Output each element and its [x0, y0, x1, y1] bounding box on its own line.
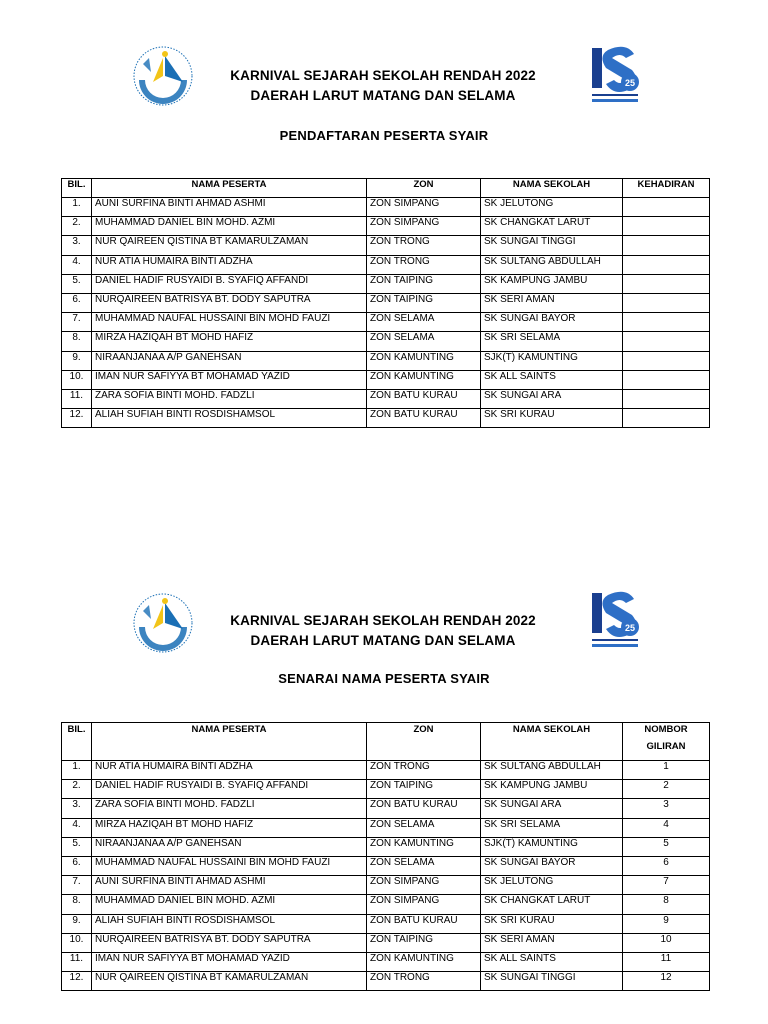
- cell-nama-sekolah: SK JELUTONG: [481, 876, 623, 895]
- event-title: [200, 66, 566, 106]
- title-line-1: KARNIVAL SEJARAH SEKOLAH RENDAH 2022: [230, 68, 536, 83]
- cell-nombor-giliran: 9: [623, 914, 710, 933]
- table-row: [62, 895, 710, 914]
- table-row: [62, 409, 710, 428]
- cell-nama-sekolah: SK CHANGKAT LARUT: [481, 895, 623, 914]
- participant-order-table: [61, 722, 710, 991]
- cell-nama-peserta: IMAN NUR SAFIYYA BT MOHAMAD YAZID: [92, 952, 367, 971]
- svg-text:25: 25: [624, 623, 636, 633]
- cell-nombor-giliran: 4: [623, 818, 710, 837]
- cell-kehadiran: [623, 332, 710, 351]
- svg-text:25: 25: [624, 78, 636, 88]
- cell-nama-peserta: NURQAIREEN BATRISYA BT. DODY SAPUTRA: [92, 293, 367, 312]
- cell-nombor-giliran: 6: [623, 856, 710, 875]
- cell-nama-sekolah: SK SULTANG ABDULLAH: [481, 761, 623, 780]
- cell-bil: 9.: [62, 351, 92, 370]
- cell-zon: ZON TAIPING: [367, 293, 481, 312]
- cell-zon: ZON TRONG: [367, 761, 481, 780]
- cell-zon: ZON SELAMA: [367, 856, 481, 875]
- cell-nama-peserta: NUR QAIREEN QISTINA BT KAMARULZAMAN: [92, 972, 367, 991]
- header-nama-sekolah: NAMA SEKOLAH: [481, 179, 623, 198]
- table-row: [62, 837, 710, 856]
- cell-zon: ZON SIMPANG: [367, 198, 481, 217]
- cell-kehadiran: [623, 198, 710, 217]
- section-subtitle: PENDAFTARAN PESERTA SYAIR: [279, 128, 489, 143]
- table-row: [62, 876, 710, 895]
- cell-nama-peserta: DANIEL HADIF RUSYAIDI B. SYAFIQ AFFANDI: [92, 274, 367, 293]
- cell-nama-sekolah: SK JELUTONG: [481, 198, 623, 217]
- header-bil: BIL.: [62, 723, 92, 761]
- header-nombor: NOMBOR: [644, 724, 688, 735]
- table-row: [62, 933, 710, 952]
- cell-zon: ZON SELAMA: [367, 332, 481, 351]
- cell-zon: ZON BATU KURAU: [367, 389, 481, 408]
- cell-zon: ZON BATU KURAU: [367, 409, 481, 428]
- cell-kehadiran: [623, 389, 710, 408]
- cell-zon: ZON KAMUNTING: [367, 351, 481, 370]
- cell-nama-peserta: MIRZA HAZIQAH BT MOHD HAFIZ: [92, 818, 367, 837]
- cell-bil: 4.: [62, 818, 92, 837]
- cell-nombor-giliran: 8: [623, 895, 710, 914]
- cell-bil: 12.: [62, 409, 92, 428]
- cell-kehadiran: [623, 409, 710, 428]
- header-giliran: GILIRAN: [646, 741, 686, 752]
- cell-nama-peserta: AUNI SURFINA BINTI AHMAD ASHMI: [92, 876, 367, 895]
- cell-bil: 6.: [62, 856, 92, 875]
- table-row: [62, 818, 710, 837]
- cell-zon: ZON SELAMA: [367, 818, 481, 837]
- cell-zon: ZON TAIPING: [367, 933, 481, 952]
- cell-zon: ZON TRONG: [367, 255, 481, 274]
- cell-nama-sekolah: SK SRI SELAMA: [481, 332, 623, 351]
- cell-bil: 11.: [62, 389, 92, 408]
- table-row: [62, 370, 710, 389]
- cell-kehadiran: [623, 236, 710, 255]
- cell-zon: ZON KAMUNTING: [367, 952, 481, 971]
- cell-nama-sekolah: SK KAMPUNG JAMBU: [481, 780, 623, 799]
- table-row: [62, 780, 710, 799]
- cell-nama-sekolah: SK SUNGAI ARA: [481, 799, 623, 818]
- cell-nombor-giliran: 11: [623, 952, 710, 971]
- cell-nombor-giliran: 2: [623, 780, 710, 799]
- cell-zon: ZON KAMUNTING: [367, 370, 481, 389]
- cell-nama-sekolah: SK SERI AMAN: [481, 933, 623, 952]
- cell-kehadiran: [623, 370, 710, 389]
- cell-zon: ZON TRONG: [367, 236, 481, 255]
- table-row: [62, 274, 710, 293]
- cell-nama-peserta: NUR ATIA HUMAIRA BINTI ADZHA: [92, 255, 367, 274]
- table-row: [62, 914, 710, 933]
- table-row: [62, 351, 710, 370]
- table-row: [62, 313, 710, 332]
- cell-bil: 2.: [62, 217, 92, 236]
- cell-nama-sekolah: SK ALL SAINTS: [481, 370, 623, 389]
- event-title: [200, 611, 566, 651]
- cell-bil: 10.: [62, 933, 92, 952]
- cell-kehadiran: [623, 351, 710, 370]
- table-row: [62, 217, 710, 236]
- cell-nama-peserta: NUR QAIREEN QISTINA BT KAMARULZAMAN: [92, 236, 367, 255]
- section-subtitle: SENARAI NAMA PESERTA SYAIR: [278, 671, 490, 686]
- cell-kehadiran: [623, 274, 710, 293]
- cell-bil: 5.: [62, 274, 92, 293]
- cell-nama-sekolah: SK KAMPUNG JAMBU: [481, 274, 623, 293]
- cell-kehadiran: [623, 313, 710, 332]
- table-row: [62, 761, 710, 780]
- cell-nama-peserta: MUHAMMAD NAUFAL HUSSAINI BIN MOHD FAUZI: [92, 856, 367, 875]
- cell-nama-sekolah: SK SUNGAI TINGGI: [481, 236, 623, 255]
- cell-bil: 7.: [62, 876, 92, 895]
- cell-nama-peserta: NIRAANJANAA A/P GANEHSAN: [92, 351, 367, 370]
- cell-bil: 12.: [62, 972, 92, 991]
- ppd-logo-icon: [131, 589, 195, 655]
- cell-nama-sekolah: SK SRI KURAU: [481, 914, 623, 933]
- cell-nama-peserta: ALIAH SUFIAH BINTI ROSDISHAMSOL: [92, 914, 367, 933]
- cell-kehadiran: [623, 293, 710, 312]
- cell-nama-peserta: ZARA SOFIA BINTI MOHD. FADZLI: [92, 389, 367, 408]
- header-nama-peserta: NAMA PESERTA: [92, 179, 367, 198]
- cell-nama-sekolah: SK SUNGAI BAYOR: [481, 313, 623, 332]
- cell-nama-peserta: ZARA SOFIA BINTI MOHD. FADZLI: [92, 799, 367, 818]
- cell-bil: 4.: [62, 255, 92, 274]
- header-nama-sekolah: NAMA SEKOLAH: [481, 723, 623, 761]
- table-row: [62, 389, 710, 408]
- cell-bil: 11.: [62, 952, 92, 971]
- cell-zon: ZON SIMPANG: [367, 895, 481, 914]
- table-row: [62, 856, 710, 875]
- table-row: [62, 255, 710, 274]
- cell-nombor-giliran: 5: [623, 837, 710, 856]
- cell-nama-sekolah: SK CHANGKAT LARUT: [481, 217, 623, 236]
- table-row: [62, 293, 710, 312]
- cell-nama-sekolah: SK SUNGAI TINGGI: [481, 972, 623, 991]
- cell-nama-peserta: MUHAMMAD DANIEL BIN MOHD. AZMI: [92, 895, 367, 914]
- cell-nama-sekolah: SK SRI KURAU: [481, 409, 623, 428]
- title-line-1: KARNIVAL SEJARAH SEKOLAH RENDAH 2022: [230, 613, 536, 628]
- cell-zon: ZON KAMUNTING: [367, 837, 481, 856]
- cell-nombor-giliran: 1: [623, 761, 710, 780]
- table-row: [62, 952, 710, 971]
- table-row: [62, 972, 710, 991]
- header-nombor-giliran: [623, 723, 710, 761]
- cell-bil: 6.: [62, 293, 92, 312]
- cell-nama-sekolah: SK SULTANG ABDULLAH: [481, 255, 623, 274]
- cell-nama-sekolah: SK SUNGAI BAYOR: [481, 856, 623, 875]
- cell-nama-sekolah: SJK(T) KAMUNTING: [481, 837, 623, 856]
- cell-nama-peserta: MUHAMMAD DANIEL BIN MOHD. AZMI: [92, 217, 367, 236]
- ks25-logo-icon: [588, 42, 642, 106]
- cell-zon: ZON TRONG: [367, 972, 481, 991]
- cell-zon: ZON SELAMA: [367, 313, 481, 332]
- cell-zon: ZON SIMPANG: [367, 217, 481, 236]
- registration-table: [61, 178, 710, 428]
- cell-nama-peserta: IMAN NUR SAFIYYA BT MOHAMAD YAZID: [92, 370, 367, 389]
- cell-bil: 3.: [62, 236, 92, 255]
- header-nama-peserta: NAMA PESERTA: [92, 723, 367, 761]
- cell-nombor-giliran: 10: [623, 933, 710, 952]
- cell-nama-sekolah: SK SUNGAI ARA: [481, 389, 623, 408]
- header-bil: BIL.: [62, 179, 92, 198]
- cell-nama-sekolah: SK SRI SELAMA: [481, 818, 623, 837]
- cell-bil: 7.: [62, 313, 92, 332]
- cell-nombor-giliran: 3: [623, 799, 710, 818]
- cell-bil: 10.: [62, 370, 92, 389]
- cell-nama-peserta: AUNI SURFINA BINTI AHMAD ASHMI: [92, 198, 367, 217]
- cell-zon: ZON BATU KURAU: [367, 914, 481, 933]
- cell-bil: 2.: [62, 780, 92, 799]
- table-header-row: [62, 723, 710, 761]
- cell-bil: 1.: [62, 761, 92, 780]
- header-kehadiran: KEHADIRAN: [623, 179, 710, 198]
- cell-bil: 8.: [62, 332, 92, 351]
- cell-nama-peserta: NIRAANJANAA A/P GANEHSAN: [92, 837, 367, 856]
- header-zon: ZON: [367, 179, 481, 198]
- cell-bil: 8.: [62, 895, 92, 914]
- cell-bil: 5.: [62, 837, 92, 856]
- cell-zon: ZON SIMPANG: [367, 876, 481, 895]
- table-row: [62, 799, 710, 818]
- title-line-2: DAERAH LARUT MATANG DAN SELAMA: [250, 88, 516, 103]
- header-zon: ZON: [367, 723, 481, 761]
- cell-bil: 3.: [62, 799, 92, 818]
- cell-nama-peserta: DANIEL HADIF RUSYAIDI B. SYAFIQ AFFANDI: [92, 780, 367, 799]
- cell-nama-sekolah: SK ALL SAINTS: [481, 952, 623, 971]
- table-row: [62, 332, 710, 351]
- table-header-row: [62, 179, 710, 198]
- cell-nama-peserta: ALIAH SUFIAH BINTI ROSDISHAMSOL: [92, 409, 367, 428]
- cell-nama-peserta: MUHAMMAD NAUFAL HUSSAINI BIN MOHD FAUZI: [92, 313, 367, 332]
- cell-nombor-giliran: 7: [623, 876, 710, 895]
- cell-nama-peserta: NUR ATIA HUMAIRA BINTI ADZHA: [92, 761, 367, 780]
- cell-kehadiran: [623, 255, 710, 274]
- cell-zon: ZON BATU KURAU: [367, 799, 481, 818]
- cell-kehadiran: [623, 217, 710, 236]
- cell-nama-peserta: NURQAIREEN BATRISYA BT. DODY SAPUTRA: [92, 933, 367, 952]
- table-row: [62, 198, 710, 217]
- cell-nama-peserta: MIRZA HAZIQAH BT MOHD HAFIZ: [92, 332, 367, 351]
- ppd-logo-icon: [131, 42, 195, 108]
- cell-bil: 9.: [62, 914, 92, 933]
- cell-nombor-giliran: 12: [623, 972, 710, 991]
- cell-zon: ZON TAIPING: [367, 780, 481, 799]
- cell-bil: 1.: [62, 198, 92, 217]
- ks25-logo-icon: [588, 587, 642, 651]
- title-line-2: DAERAH LARUT MATANG DAN SELAMA: [250, 633, 516, 648]
- cell-zon: ZON TAIPING: [367, 274, 481, 293]
- cell-nama-sekolah: SK SERI AMAN: [481, 293, 623, 312]
- table-row: [62, 236, 710, 255]
- cell-nama-sekolah: SJK(T) KAMUNTING: [481, 351, 623, 370]
